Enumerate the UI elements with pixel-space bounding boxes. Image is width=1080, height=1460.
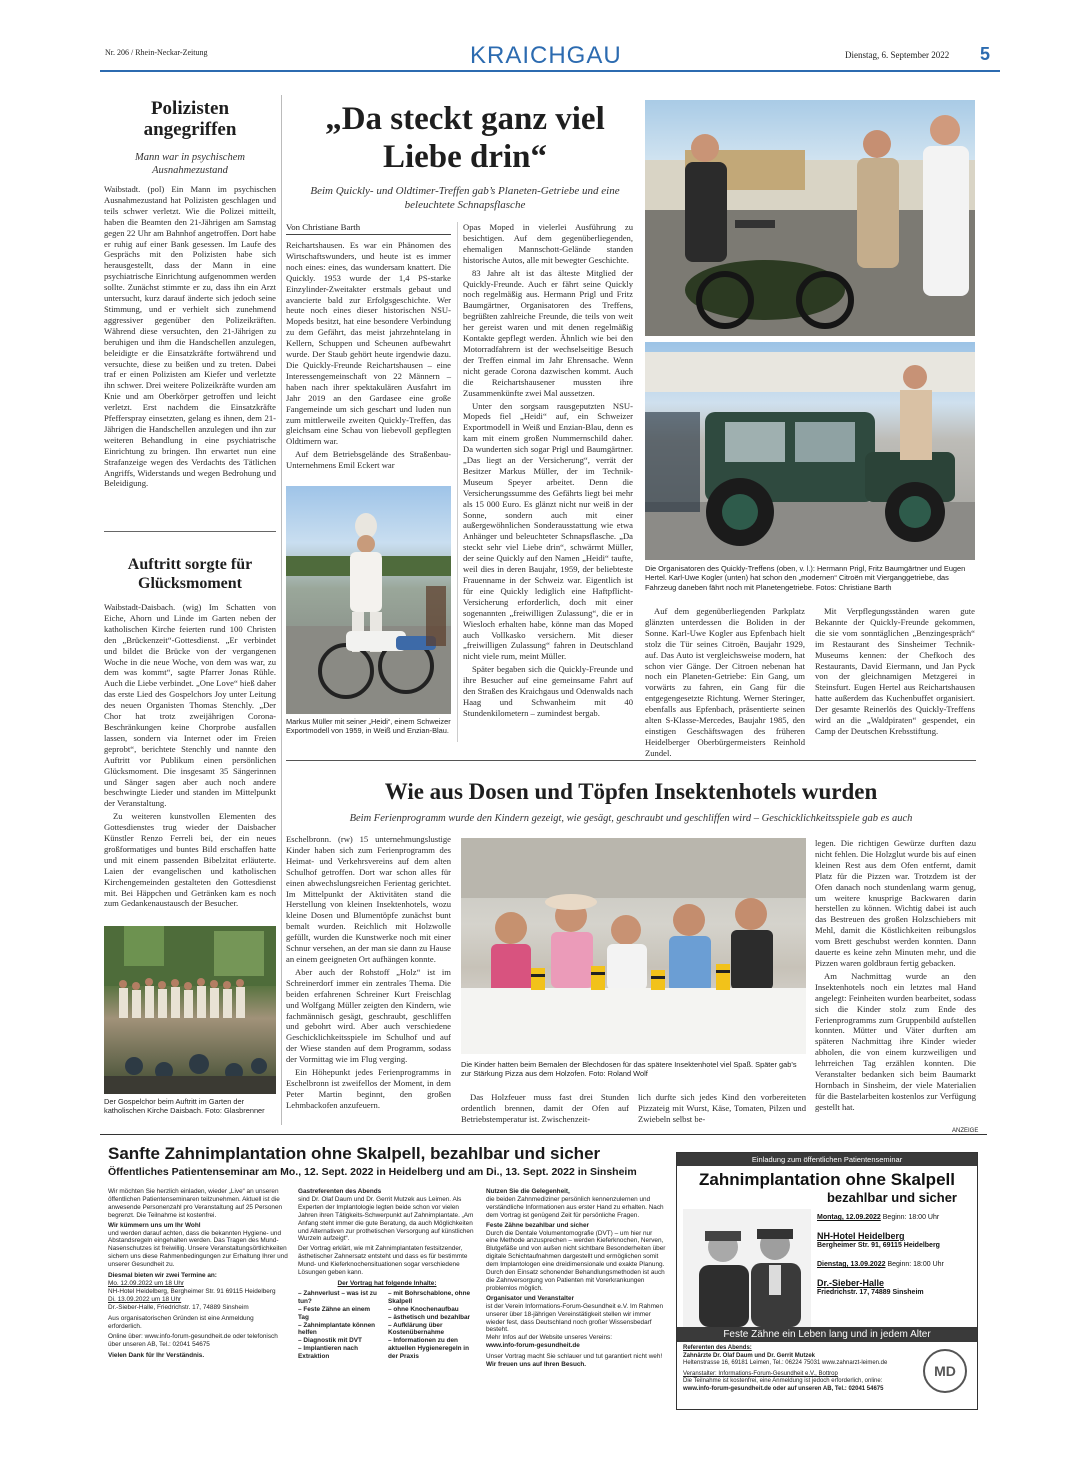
subheadline-insect-hotels: Beim Ferienprogramm wurde den Kindern gezeigt, wie gesägt, geschraubt und geschliffen wird – Geschicklichkeitsspiele gab es auch	[349, 813, 913, 824]
header-rule	[100, 70, 1000, 72]
headline-concert: Auftritt sorgte für Glücksmoment	[127, 556, 253, 592]
quickly-column-d: Mit Verpflegungsständen waren gute Bekannte der Quickly-Freunde gekommen, die sie vom sonntäglichen „Benzingespräch“ im Restaurant des Sinsheimer Technik-Museums kennen: der Chefkoch des Restaurants, David Eiermann, und Jan Pyck von der gleichnamigen Metzgerei in Steinsfurt. Eugen Hertel aus Reichartshausen hatte außerdem das Kuchenbuffet organisiert. Der gesamte Reinerlös des Quickly-Treffens wird an die „Waldpiraten“ gespendet, ein Camp der Deutschen Krebsstiftung.	[815, 606, 975, 736]
quickly-column-c: Auf dem gegenüberliegenden Parkplatz glänzten unterdessen die Boliden in der Sonne. Karl-Uwe Kogler aus Epfenbach hielt stolz die Tür seines Citroën, Baujahr 1929, auf. Das Auto ist vergleichsweise modern, hat schon vier Gänge. Der Citroen nebenan hat noch ein Planeten-Getriebe: Ein Gang, um vorwärts zu fahren, ein Gang für die entgegengesetzte Richtung. Werner Steringer, ebenfalls aus Epfenbach, präsentierte seinen alten S-Klasse-Mercedes, Baujahr 1985, den einstigen Geschäftswagen des früheren Heidelberger Oberbürgermeisters Reinhold Zundel.	[645, 606, 805, 758]
ad-column-2: Gastreferenten des Abends sind Dr. Olaf Daum und Dr. Gerrit Mutzek aus Leimen. Als Experten der Implantologie legten beide schon vor vielen Jahren ihren Tätigkeits-Schwerpunkt auf Zahnimplantate. „Am Anfang steht immer die gute Beratung, da auch Möglichkeiten und Alternativen zur prothetischen Versorgung auf künstlichen Wurzeln aufzeigt“. Der Vortrag erklärt, wie mit Zahnimplantaten festsitzender, ästhetischer Zahnersatz entsteht und dass es für bestimmte Mund- und Kieferknochensituationen sogar verschiedene Lösungen geben kann. Der Vortrag hat folgende Inhalte: – Zahnverlust – was ist zu tun? – Feste Zähne an einem Tag – Zahnimplantate können helfen – Diagnostik mit DVT – Implantieren nach Extraktion – mit Bohrschablone, ohne Skalpell – ohne Knochenaufbau – ästhetisch und bezahlbar – Aufklärung über Kostenübernahme – Informationen zu den aktuellen Hygieneregeln in der Praxis	[298, 1188, 476, 1361]
byline: Von Christiane Barth	[286, 222, 361, 232]
section-rule	[286, 760, 976, 761]
photo-markus-mueller	[286, 486, 451, 714]
ad-column-1: Wir möchten Sie herzlich einladen, wieder „Live“ an unseren öffentlichen Patientenseminaren teilzunehmen. Aktuell ist die anwesende Personenzahl pro Veranstaltung auf 25 Personen begrenzt. Die Teilnahme ist kostenfrei. Wir kümmern uns um Ihr Wohl und werden darauf achten, dass die bekannten Hygiene- und Abstandsregeln eingehalten werden. Das Tragen des Mund-Nasenschutzes ist freiwillig. Unsere Veranstaltungsörtlichkeiten sichern uns diese Rahmenbedingungen zur Erhaltung Ihrer und unserer Gesundheit zu. Diesmal bieten wir zwei Termine an: Mo. 12.09.2022 um 18 Uhr NH-Hotel Heidelberg, Bergheimer Str. 91 69115 Heidelberg Di. 13.09.2022 um 18 Uhr Dr.-Sieber-Halle, Friedrichstr. 17, 74889 Sinsheim Aus organisatorischen Gründen ist eine Anmeldung erforderlich. Online über: www.info-forum-gesundheit.de oder telefonisch über unseren AB, Tel.: 02041 54675 Vielen Dank für Ihr Verständnis.	[108, 1188, 288, 1360]
article-concert-body: Waibstadt-Daisbach. (wig) Im Schatten von Eiche, Ahorn und Linde im Garten neben der katholischen Kirche feierten rund 100 Christen den „Brückenzeit“-Gottesdienst. „Er verbindet und bildet die Brücke von der vergangenen Woche in die neue Woche, von dem was war, zu dem was kommt“, sagte Pfarrer Jonas Rühle. Auch die Liebe verbindet. „One Love“ hieß daher das erste Lied des Gospelchors Joy unter Leitung des neuen Organisten Thomas Stenchly. „Der Chor hat trotz zweijährigen Corona-Beschränkungen keine Chorprobe ausfallen lassen, sondern via Internet oder im Freien geprobt“, berichtete Stenchly und nannte den Auftritt vor Publikum einen persönlichen Glücksmoment. Die insgesamt 35 Sängerinnen und Sänger sagen aber auch noch andere beschwingte Lieder und standen im Mittelpunkt der Veranstaltung. Zu weiteren kunstvollen Elementen des Gottesdienstes trug wieder der Daisbacher Künstler Renzo Ferreli bei, der ein neues großformatiges und buntes Bild erschaffen hatte und mit einem passenden Bibelzitat erläuterte. Laien der evangelischen und katholischen Kirchengemeinden gestalteten den Gottesdienst mit. Bei Häppchen und Getränken kam es noch zum Gedankenaustausch der Besucher.	[104, 602, 276, 909]
ad-topic-list-2: – mit Bohrschablone, ohne Skalpell – ohne Knochenaufbau – ästhetisch und bezahlbar – Aufklärung über Kostenübernahme – Informationen zu den aktuellen Hygieneregeln in der Praxis	[388, 1289, 471, 1361]
ad-box-header: Einladung zum öffentlichen Patientenseminar	[677, 1153, 977, 1166]
md-logo: MD	[923, 1349, 967, 1393]
caption-markus: Markus Müller mit seiner „Heidi“, einem Schweizer Exportmodell von 1959, in Weiß und Enzian-Blau.	[286, 717, 451, 736]
car-illustration	[645, 342, 975, 560]
ad-box-portraits	[683, 1209, 811, 1327]
ad-box-title2: bezahlbar und sicher	[826, 1190, 957, 1205]
quickly-column-a: Reichartshausen. Es war ein Phänomen des Wirtschaftswunders, und heute ist es immer noch eines: eines, das wundersam knattert. Die Quickly. 1953 wurde der 1,4 PS-starke Einzylinder-Zweitakter erstmals gebaut und avancierte bald zur Erfolgsgeschichte. Wer heute noch eines dieser historischen NSU-Mopeds besitzt, hat eine besondere Verbindung zu dem Gefährt, das meist jahrzehntelang in Kellern, Schuppen und Scheunen aufbewahrt wurde. Der Staub gehört heute irgendwie dazu. Die Quickly-Freunde Reichartshausen – eine Interessengemeinschaft von 22 Männern – haben nach ihrer spektakulären Ausfahrt im Jahr 2019 an den Gardasee eine große Fangemeinde um sich geschart und luden nun zum mittlerweile zweiten Quickly-Treffen, das gleichsam eine Schau von liebevoll gepflegten Oldtimern war. Auf dem Betriebsgelände des Straßenbau-Unternehmens Emil Eckert war	[286, 240, 451, 471]
page-number: 5	[980, 44, 991, 64]
photo-organizers	[645, 100, 975, 336]
issue-label: Nr. 206 / Rhein-Neckar-Zeitung	[105, 48, 208, 57]
ad-invitation-box	[676, 1152, 978, 1410]
insect-column-a: Eschelbronn. (rw) 15 unternehmungslustige Kinder haben sich zum Ferienprogramm des Heimat- und Verkehrsvereins auf dem alten Schulhof getroffen. Dort war schon alles für einen abwechslungsreichen Ferientag gerichtet. Im Mittelpunkt der Aktivitäten stand die Herstellung von kleinen Insektenhotels, wozu kleine Dosen und Blumentöpfe zunächst bunt bemalt wurden. Reichlich mit Holzwolle gefüllt, wurden die Kunstwerke noch mit einer Schnur versehen, an der man sie dann zu Hause an einem geeigneten Ort aufhängen konnte. Aber auch der Rohstoff „Holz“ ist im Schreinerdorf immer ein zentrales Thema. Die beiden erfahrenen Schreiner Kurt Freischlag und Wolfgang Müller zeigten den Kindern, wie fachmännisch gesägt, geschraubt, geschliffen und gebohrt wird. Aber auch verschiedene Geschicklichkeitsspiele im Schulhof und auf der Wiese standen auf dem Programm, sodass der Vormittag wie im Flug verging. Ein Höhepunkt jedes Ferienprogramms in Eschelbronn ist zweifellos der Moment, in dem Peter Martin beginnt, den großen Lehmbackofen anzufeuern.	[286, 834, 451, 1110]
issue-date: Dienstag, 6. September 2022	[845, 50, 950, 60]
insect-column-b: Das Holzfeuer muss fast drei Stunden ordentlich brennen, damit der Ofen auf Betriebstemperatur ist. Zwischenzeit-	[461, 1092, 629, 1124]
headline-police: Polizisten angegriffen	[143, 98, 237, 140]
section-title: KRAICHGAU	[470, 42, 622, 69]
insect-column-d: legen. Die richtigen Gewürze durften dazu nicht fehlen. Die Holzglut wurde bis auf einen kleinen Rest aus dem Ofen entfernt, damit Platz für die Pizzen war. Trotzdem ist der Ofen danach noch stundenlang warm genug, um weitere knusprige Backwaren darin herstellen zu können. Wichtig dabei ist auch das Bestreuen des großen Holzschiebers mit Mehl, damit die Köstlichkeiten reibungslos vom Brett geschubst werden konnten. Dann dauerte es keine zehn Minuten mehr, und die Pizzen waren goldbraun fertig gebacken. Am Nachmittag wurde an den Insektenhotels noch ein letztes mal Hand angelegt: Feinheiten wurden bearbeitet, sodass sich die Kinder stolz zum Ende des Ferienprogramms zum Gruppenbild aufstellen konnten. Mütter und Väter durften am späteren Nachmittag ihre Kinder wieder abholen, die von einem kurzweiligen und lehrreichen Tag erzählen konnten. Die Veranstalter bedanken sich beim Baumarkt Hornbach in Sinsheim, der viele Materialien für die Bastelarbeiten kostenlos zur Verfügung gestellt hat.	[815, 838, 976, 1112]
moped-illustration	[286, 486, 451, 714]
ad-box-referents: Referenten des Abends: Zahnärzte Dr. Olaf Daum und Dr. Gerrit Mutzek Heltenstrasse 16, 69181 Leimen, Tel.: 06224 75031 www.zahnarzt-leimen.de Veranstalter: Informations-Forum-Gesundheit e.V., Bottrop Die Teilnahme ist kostenfrei, eine Anmeldung ist jedoch erforderlich, online: www.info-forum-gesundheit.de oder auf unseren AB, Tel.: 02041 54675	[683, 1345, 888, 1392]
ad-column-3: Nutzen Sie die Gelegenheit, die beiden Zahnmediziner persönlich kennenzulernen und verständliche Informationen aus erster Hand zu erhalten. Nach dem Vortrag ist genügend Zeit für persönliche Fragen. Feste Zähne bezahlbar und sicher Durch die Dentale Volumentomografie (DVT) – um hier nur eine Methode anzusprechen – werden Kieferknochen, Nerven, Blutgefäße und von außen nicht sichtbare Besonderheiten über digitale Schichtaufnahmen dargestellt und ermöglichen somit dem Implantologen eine dreidimensionale und exakte Planung. Durch den Einsatz schonender Behandlungsmethoden ist auch die Zahnversorgung von Patienten mit Vorerkrankungen problemlos möglich. Organisator und Veranstalter ist der Verein Informations-Forum-Gesundheit e.V. Im Rahmen unserer über 18-jährigen Vereinstätigkeit stellen wir immer wieder fest, dass Deutschland noch großer Wissensbedarf besteht. Mehr Infos auf der Website unseres Vereins: www.info-forum-gesundheit.de Unser Vortrag macht Sie schlauer und tut garantiert nicht weh! Wir freuen uns auf Ihren Besuch.	[486, 1188, 666, 1369]
caption-children: Die Kinder hatten beim Bemalen der Blechdosen für das spätere Insektenhotel viel Spaß. Später gab’s zur Stärkung Pizza aus dem Holzofen. Foto: Roland Wolf	[461, 1060, 797, 1079]
byline-rule	[286, 234, 451, 235]
ad-title: Sanfte Zahnimplantation ohne Skalpell, bezahlbar und sicher	[108, 1144, 601, 1163]
quickly-column-b: Opas Moped in vielerlei Ausführung zu besichtigen. Auf dem gegenüberliegenden, ehemaligen Mannschott-Gelände standen historische Autos, alle mit bewegter Geschichte. 83 Jahre alt ist das älteste Mitglied der Quickly-Freunde. Auch er fährt seine Quickly noch regelmäßig aus. Hermann Prigl und Fritz Baumgärtner, Organisatoren des Treffens, begrüßten zahlreiche Freunde, die teils von weit her gereist waren und mit denen regelmäßig Kontakte gepflegt werden. Ähnlich wie bei den Motorradfahrern ist der wechselseitige Besuch der Treffen einmal im Jahr Ehrensache. Wenn nicht gerade Corona dazwischen kommt. Auch die Reichartshausener mussten ihre Zusammenkünfte zwei Mal aussetzen. Unter den sorgsam rausgeputzten NSU-Mopeds fiel „Heidi“ auf, ein Schweizer Exportmodell in Weiß und Enzian-Blau, denn es kam mit einem großen Nummernschild daher. Da wunderten sich sogar Prigl und Baumgärtner. „Das liegt an der Versicherung“, verrät der Besitzer Markus Müller, der im Technik-Museum Speyer arbeitet. Denn die Versicherungssumme des Gefährts liegt bei mehr als 15 000 Euro. Es glänzt nicht nur weiß in der Sonne, sondern auch mit einer außergewöhnlichen Sonderausstattung wie etwa Anhänger und beleuchteter Schnapsflasche. „Da steckt sehr viel Liebe drin“, schwärmt Müller, der seine Quickly auf den Namen „Heidi“ taufte, weil dies in deren Baujahr, 1959, der beliebteste Frauenname in der Schweiz war. Eigentlich ist für eine Quickly lediglich eine Haftpflicht-Versicherung erforderlich, doch mit einer sogenannten „freiwilligen Zulassung“, die er in Wiesloch erhalten habe, könne man das Moped auch Vollkasko versichern. Mit dieser „freiwilligen Zulassung“ fahren in Deutschland nicht viele rum, meint Müller. Später begaben sich die Quickly-Freunde und ihre Besucher auf eine gemeinsame Fahrt auf den Straßen des Kraichgaus und Odenwalds nach Haag und Schwanheim mit 40 Stundenkilometern – zumindest bergab.	[463, 222, 633, 718]
ad-subtitle: Öffentliches Patientenseminar am Mo., 12. Sept. 2022 in Heidelberg und am Di., 13. Sept. 2022 in Sinsheim	[108, 1166, 637, 1178]
article-police-body: Waibstadt. (pol) Ein Mann im psychischen Ausnahmezustand hat Polizisten geschlagen und teils schwer verletzt. Wie die Polizei mitteilt, haben die Beamten den 21-Jährigen am Samstag gegen 22 Uhr am Bahnhof angetroffen. Dort habe er ruhig auf einer Bank gesessen. Im Laufe des Gesprächs mit den Polizisten habe sich herausgestellt, dass der Mann in eine psychiatrische Einrichtung aufgenommen werden sollte. Zunächst stimmte er zu, dass ihn ein Arzt untersucht, kurz darauf änderte sich jedoch seine Stimmung, und er verhielt sich zunehmend aggressiver gegenüber den Polizeikräften. Während diese versuchten, den 21-Jährigen zu beruhigen und ihm die Handschellen anzulegen, beleidigte er die Einsatzkräfte fortwährend und versuchte, diese zu beißen und zu treten. Dabei traf er einen Polizisten am Kiefer und verletzte ihn schwer. Drei weitere Polizeikräfte wurden am Knie und am Oberkörper getroffen und leicht verletzt. Erst nachdem die Einsatzkräfte Pfefferspray einsetzten, gelang es ihnen, dem 21-Jährigen die Handschellen anzulegen und ihn zur weiteren Behandlung in eine psychiatrische Einrichtung zu bringen. Ihn erwartet nun eine Strafanzeige wegen des Verdachts des Tätlichen Angriffs, Widerstands und wegen Bedrohung und Beleidigung.	[104, 184, 276, 489]
headline-insect-hotels: Wie aus Dosen und Töpfen Insektenhotels wurden	[384, 779, 878, 804]
ad-top-rule	[100, 1134, 987, 1135]
organizers-illustration	[645, 100, 975, 336]
headline-quickly: „Da steckt ganz viel Liebe drin“	[325, 101, 605, 175]
ad-label: ANZEIGE	[952, 1128, 979, 1134]
choir-illustration	[104, 926, 276, 1094]
ad-box-dates: Montag, 12.09.2022 Beginn: 18:00 Uhr NH-Hotel Heidelberg Bergheimer Str. 91, 69115 Heidelberg Dienstag, 13.09.2022 Beginn: 18:00 Uhr Dr.-Sieber-Halle Friedrichstr. 17, 74889 Sinsheim	[817, 1214, 944, 1296]
ad-box-title1: Zahnimplantation ohne Skalpell	[699, 1170, 955, 1189]
children-illustration	[461, 838, 806, 1054]
ad-box-slogan: Feste Zähne ein Leben lang und in jedem Alter	[677, 1327, 977, 1342]
caption-photos: Die Organisatoren des Quickly-Treffens (oben, v. l.): Hermann Prigl, Fritz Baumgärtner und Eugen Hertel. Karl-Uwe Kogler (unten) hat schon den „modernen“ Citroën mit Vierganggetriebe, das Fahrzeug daneben fährt noch mit Planetengetriebe. Fotos: Christiane Barth	[645, 564, 966, 592]
photo-citroen	[645, 342, 975, 560]
subheadline-quickly: Beim Quickly- und Oldtimer-Treffen gab’s Planeten-Getriebe und eine beleuchtete Schnapsflasche	[310, 185, 620, 211]
column-separator	[281, 95, 282, 1125]
subheadline-police: Mann war in psychischem Ausnahmezustand	[135, 152, 245, 176]
dentists-portrait	[683, 1209, 811, 1327]
column-separator	[457, 222, 458, 742]
caption-gospel: Der Gospelchor beim Auftritt im Garten der katholischen Kirche Daisbach. Foto: Glasbrenner	[104, 1097, 265, 1116]
insect-column-c: lich durfte sich jedes Kind den vorbereiteten Pizzateig mit Wurst, Käse, Tomaten, Pilzen und Zwiebeln selbst be-	[638, 1092, 806, 1124]
ad-topic-list-1: – Zahnverlust – was ist zu tun? – Feste Zähne an einem Tag – Zahnimplantate können helfen – Diagnostik mit DVT – Implantieren nach Extraktion	[298, 1289, 377, 1361]
photo-gospel-choir	[104, 926, 276, 1094]
photo-children-painting	[461, 838, 806, 1054]
divider	[104, 531, 276, 532]
